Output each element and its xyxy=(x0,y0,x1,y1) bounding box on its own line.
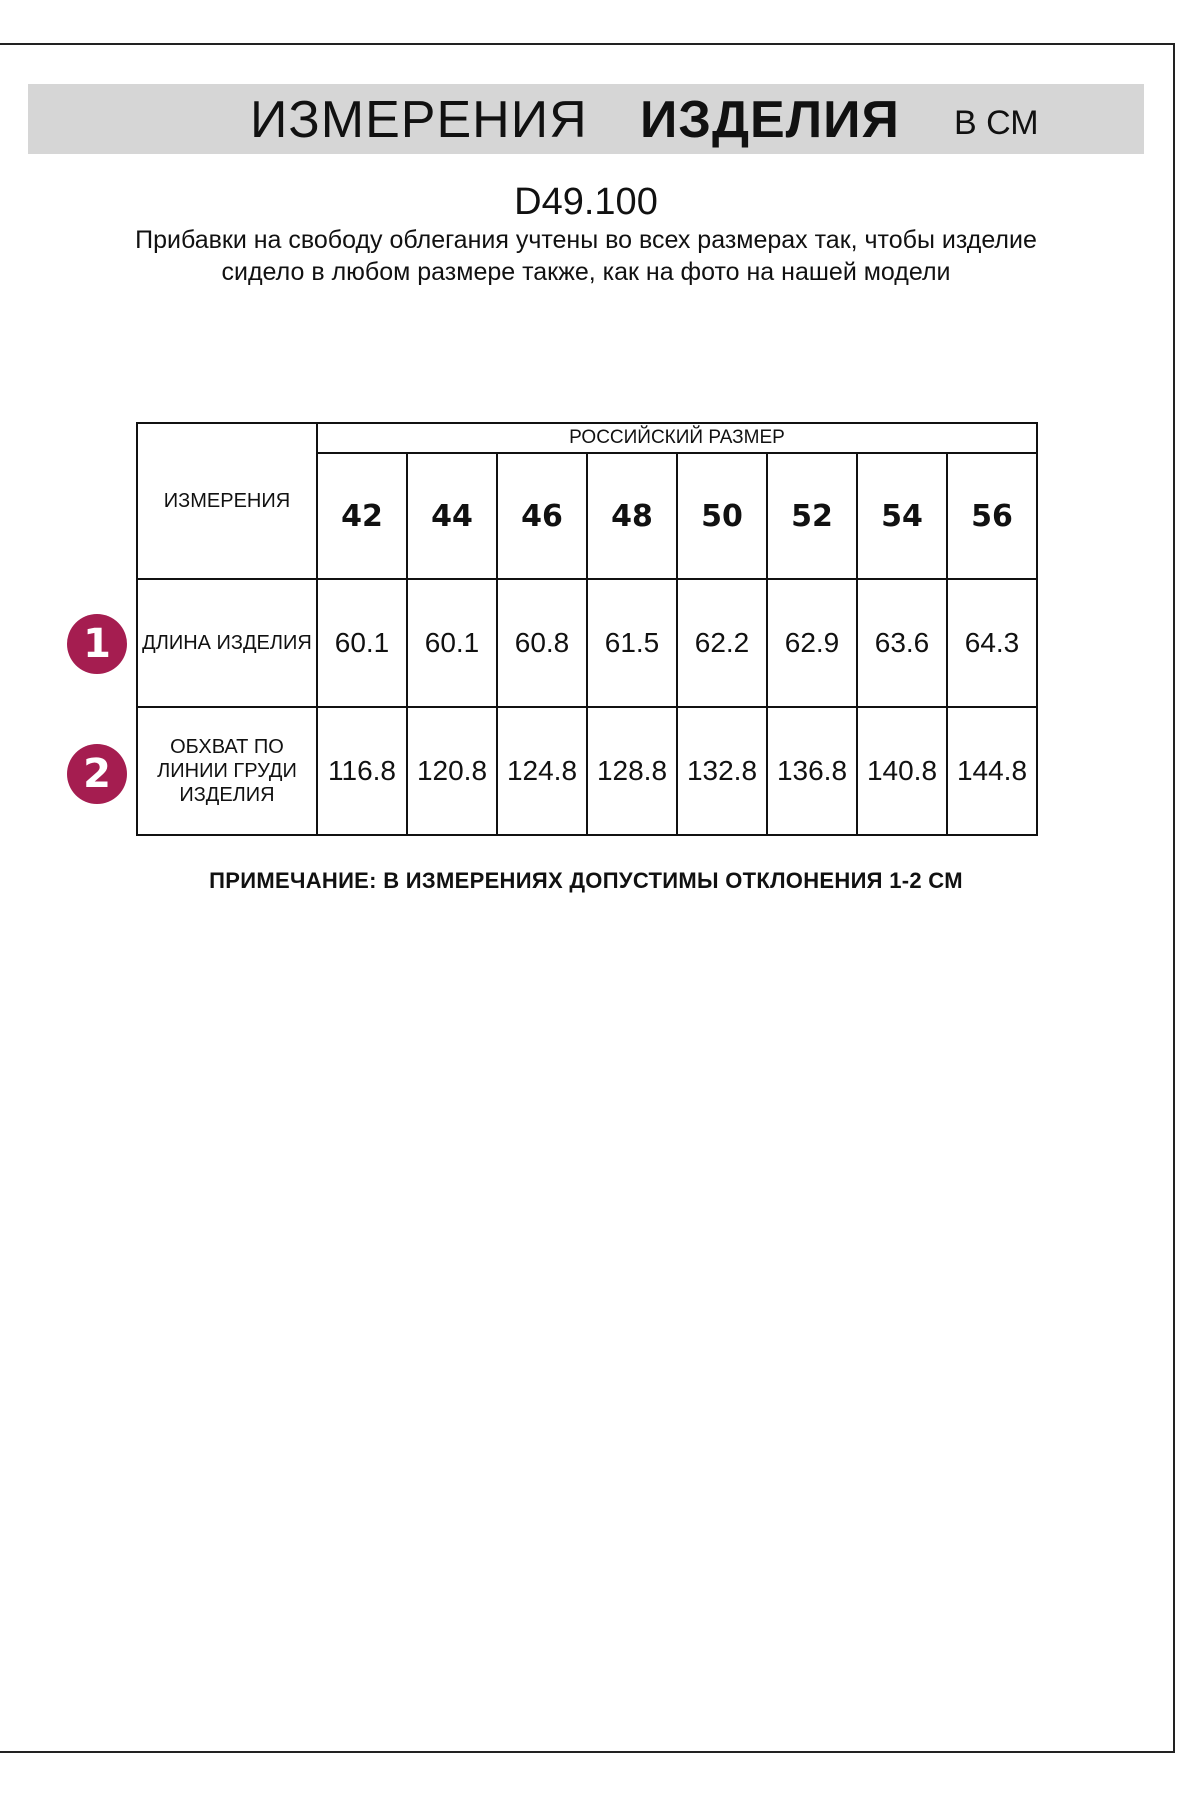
fit-description: Прибавки на свободу облегания учтены во всех размерах так, чтобы изделие сидело в любом размере также, как на фото на нашей модели xyxy=(135,226,1037,286)
title-unit: В СМ xyxy=(954,104,1039,142)
value-cell: 136.8 xyxy=(767,707,857,835)
row-number-badge-2: 2 xyxy=(67,744,127,804)
page-frame xyxy=(0,43,1175,1753)
value-cell: 64.3 xyxy=(947,579,1037,707)
size-header-cell: 52 xyxy=(767,453,857,579)
title-banner xyxy=(28,84,1144,154)
size-header-cell: 42 xyxy=(317,453,407,579)
value-cell: 144.8 xyxy=(947,707,1037,835)
value-cell: 62.2 xyxy=(677,579,767,707)
value-cell: 60.1 xyxy=(407,579,497,707)
table-row xyxy=(137,707,1037,835)
value-cell: 63.6 xyxy=(857,579,947,707)
title-product: ИЗДЕЛИЯ xyxy=(640,91,900,149)
value-cell: 124.8 xyxy=(497,707,587,835)
size-header-cell: 48 xyxy=(587,453,677,579)
measurements-header: ИЗМЕРЕНИЯ xyxy=(137,423,317,579)
size-table xyxy=(136,422,1038,836)
tolerance-note: ПРИМЕЧАНИЕ: В ИЗМЕРЕНИЯХ ДОПУСТИМЫ ОТКЛОНЕНИЯ 1-2 СМ xyxy=(209,868,963,893)
size-header-cell: 56 xyxy=(947,453,1037,579)
article-number: D49.100 xyxy=(514,181,658,223)
value-cell: 61.5 xyxy=(587,579,677,707)
row-label-chest: ОБХВАТ ПО ЛИНИИ ГРУДИ ИЗДЕЛИЯ xyxy=(137,707,317,835)
size-header-cell: 44 xyxy=(407,453,497,579)
value-cell: 128.8 xyxy=(587,707,677,835)
size-header-cell: 50 xyxy=(677,453,767,579)
size-header-cell: 46 xyxy=(497,453,587,579)
value-cell: 60.8 xyxy=(497,579,587,707)
value-cell: 116.8 xyxy=(317,707,407,835)
value-cell: 120.8 xyxy=(407,707,497,835)
row-number-badge-1: 1 xyxy=(67,614,127,674)
table-row xyxy=(137,579,1037,707)
row-label-length: ДЛИНА ИЗДЕЛИЯ xyxy=(137,579,317,707)
value-cell: 60.1 xyxy=(317,579,407,707)
russian-size-header: РОССИЙСКИЙ РАЗМЕР xyxy=(317,423,1037,453)
title-measurements: ИЗМЕРЕНИЯ xyxy=(250,91,588,149)
size-header-cell: 54 xyxy=(857,453,947,579)
value-cell: 62.9 xyxy=(767,579,857,707)
value-cell: 140.8 xyxy=(857,707,947,835)
value-cell: 132.8 xyxy=(677,707,767,835)
